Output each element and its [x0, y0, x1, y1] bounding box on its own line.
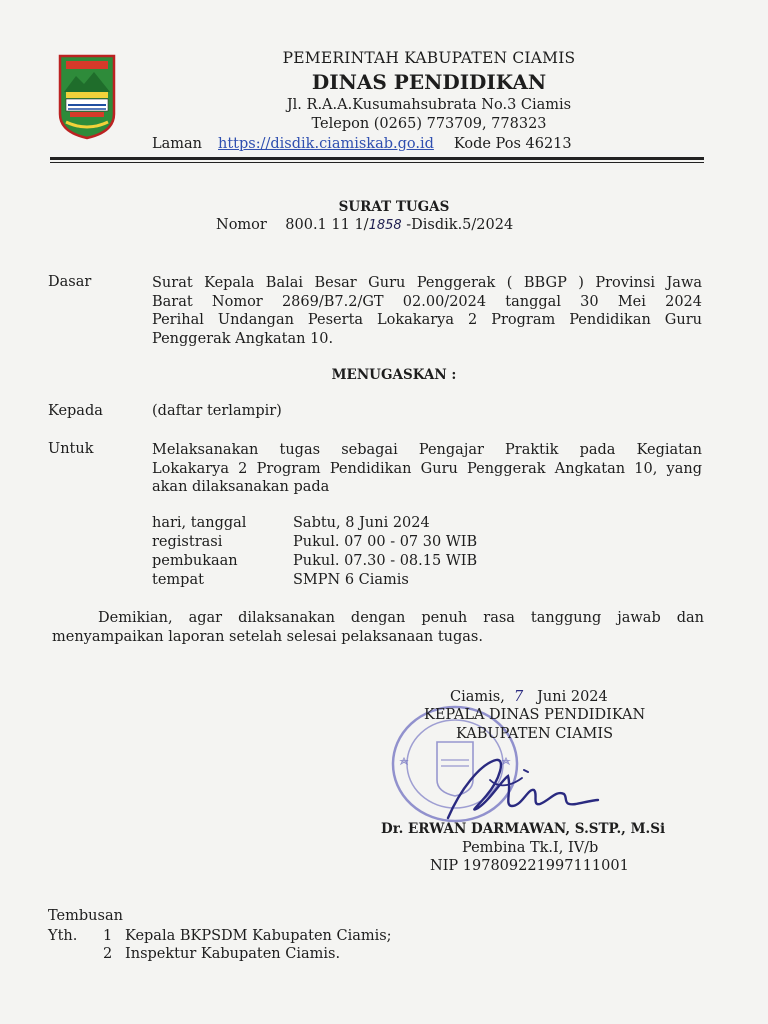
schedule-label: pembukaan — [152, 553, 238, 569]
signature-position-1: KEPALA DINAS PENDIDIKAN — [424, 707, 646, 723]
letter-title: SURAT TUGAS — [338, 199, 450, 215]
signer-nip: NIP 197809221997111001 — [430, 858, 629, 874]
schedule-value: Sabtu, 8 Juni 2024 — [293, 515, 430, 531]
tembusan-label: Tembusan — [48, 908, 123, 924]
kepada-value: (daftar terlampir) — [152, 403, 282, 419]
signer-rank: Pembina Tk.I, IV/b — [462, 840, 599, 856]
signature-month-year: Juni 2024 — [537, 689, 608, 705]
letterhead-address: Jl. R.A.A.Kusumahsubrata No.3 Ciamis — [286, 97, 572, 113]
closing-paragraph — [52, 609, 704, 647]
dasar-label: Dasar — [48, 274, 92, 290]
untuk-label: Untuk — [48, 441, 94, 457]
dasar-line: Surat Kepala Balai Besar Guru Penggerak ( BBGP ) Provinsi Jawa — [152, 275, 702, 291]
signer-name: Dr. ERWAN DARMAWAN, S.STP., M.Si — [381, 821, 666, 837]
letterhead-rule-thick — [50, 157, 704, 160]
schedule-label: hari, tanggal — [152, 515, 247, 531]
number-handwritten: 1858 — [368, 218, 402, 233]
dasar-text — [152, 274, 702, 348]
letterhead-government: PEMERINTAH KABUPATEN CIAMIS — [282, 49, 576, 67]
schedule-label: tempat — [152, 572, 204, 588]
schedule-value: Pukul. 07 00 - 07 30 WIB — [293, 534, 478, 550]
untuk-line: Lokakarya 2 Program Pendidikan Guru Penggerak Angkatan 10, yang — [152, 460, 702, 477]
number-prefix: 800.1 11 1/ — [285, 217, 369, 233]
dasar-line: Perihal Undangan Peserta Lokakarya 2 Program Pendidikan Guru — [152, 312, 702, 328]
letterhead-agency: DINAS PENDIDIKAN — [311, 70, 547, 94]
schedule-value: SMPN 6 Ciamis — [293, 572, 409, 588]
number-suffix: -Disdik.5/2024 — [401, 217, 514, 233]
handwritten-signature-icon — [430, 750, 600, 830]
signature-day: 7 — [514, 689, 524, 705]
signature-date — [450, 689, 608, 705]
website-label: Laman — [152, 136, 203, 152]
dasar-line: Penggerak Angkatan 10. — [152, 330, 334, 347]
signature-position-2: KABUPATEN CIAMIS — [456, 726, 614, 742]
tembusan-item-num: 1 — [103, 928, 113, 944]
closing-line: menyampaikan laporan setelah selesai pelaksanaan tugas. — [52, 629, 483, 645]
kepada-label: Kepada — [48, 403, 103, 419]
letterhead-rule-thin — [50, 162, 704, 163]
letterhead-web-row — [152, 136, 572, 152]
signature-place: Ciamis, — [450, 689, 505, 705]
tembusan-item: Inspektur Kabupaten Ciamis. — [125, 946, 341, 962]
tembusan-yth: Yth. — [48, 928, 78, 944]
tembusan-item-num: 2 — [103, 946, 113, 962]
untuk-line: Melaksanakan tugas sebagai Pengajar Praktik pada Kegiatan — [152, 442, 702, 458]
letter-number — [216, 217, 513, 233]
closing-line: Demikian, agar dilaksanakan dengan penuh rasa tanggung jawab dan — [98, 610, 704, 626]
tembusan-item: Kepala BKPSDM Kabupaten Ciamis; — [125, 928, 392, 944]
untuk-line: akan dilaksanakan pada — [152, 479, 330, 495]
postal-code: Kode Pos 46213 — [453, 136, 572, 152]
website-link[interactable]: https://disdik.ciamiskab.go.id — [218, 136, 434, 152]
schedule-value: Pukul. 07.30 - 08.15 WIB — [293, 553, 478, 569]
untuk-text — [152, 441, 702, 497]
number-label: Nomor — [216, 217, 267, 233]
dasar-line: Barat Nomor 2869/B7.2/GT 02.00/2024 tanggal 30 Mei 2024 — [152, 293, 702, 310]
letterhead-phone: Telepon (0265) 773709, 778323 — [311, 116, 547, 132]
menugaskan-heading: MENUGASKAN : — [331, 367, 457, 383]
schedule-label: registrasi — [152, 534, 223, 550]
